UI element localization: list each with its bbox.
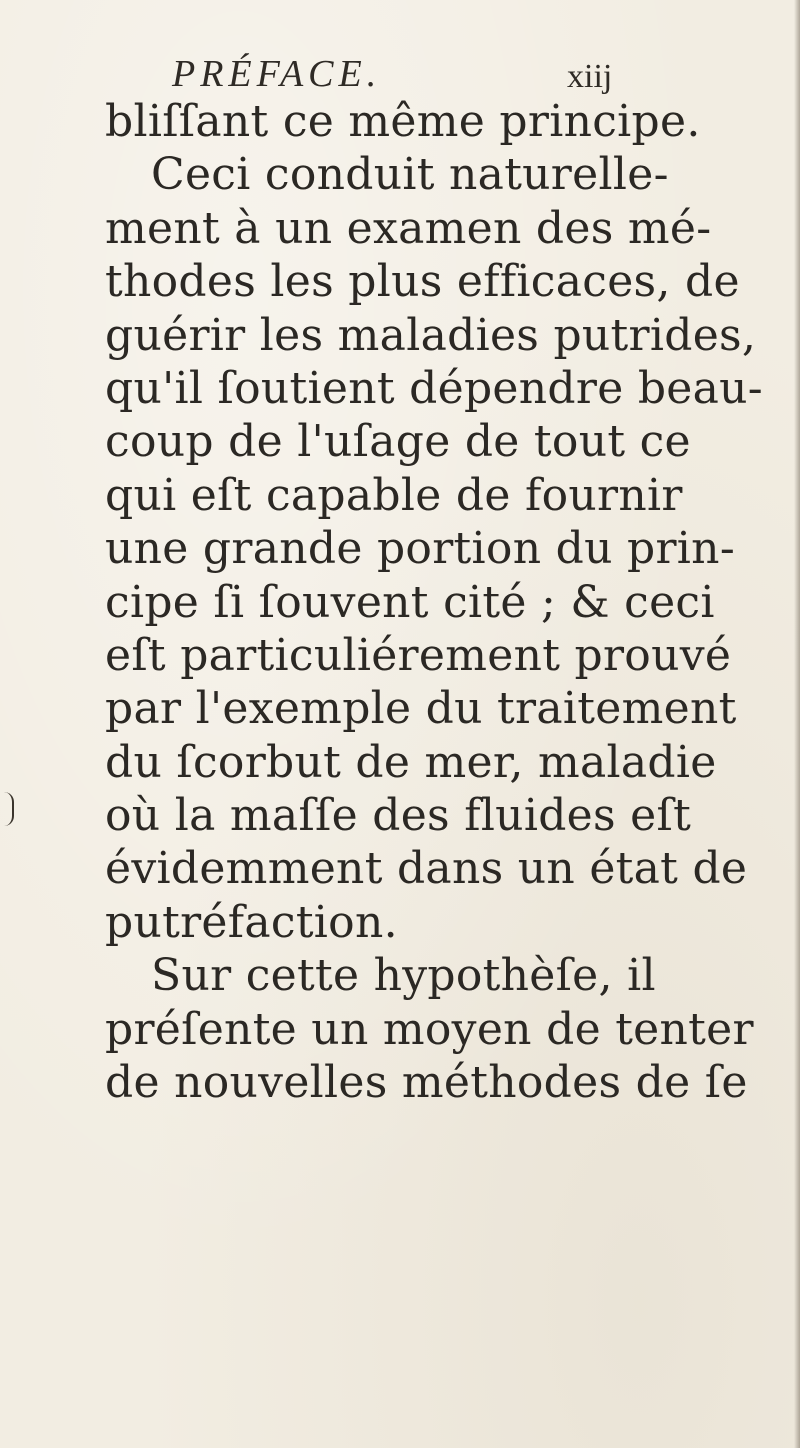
margin-bracket-mark: [4, 792, 14, 826]
text-line: par l'exemple du traitement: [105, 683, 737, 735]
running-title: PRÉFACE.: [172, 53, 382, 95]
text-line: qu'il ſoutient dépendre beau-: [105, 362, 763, 414]
body-text: [105, 95, 785, 1109]
text-line: du ſcorbut de mer, maladie: [105, 736, 717, 788]
text-line: une grande portion du prin-: [105, 523, 735, 575]
text-line: qui eſt capable de fournir: [105, 469, 683, 521]
page-edge-shadow: [794, 0, 800, 1448]
text-line: thodes les plus efficaces, de: [105, 256, 740, 308]
text-line: Ceci conduit naturelle-: [151, 149, 669, 201]
text-line: cipe ſi ſouvent cité ; & ceci: [105, 576, 715, 628]
text-line: préſente un moyen de tenter: [105, 1003, 754, 1055]
text-line: évidemment dans un état de: [105, 843, 748, 895]
text-line: putréfaction.: [105, 896, 398, 948]
text-line: guérir les maladies putrides,: [105, 309, 757, 361]
text-line: bliſſant ce même principe.: [105, 96, 701, 147]
page-number: xiij: [567, 58, 613, 95]
text-line: de nouvelles méthodes de ſe: [105, 1057, 748, 1109]
text-line: Sur cette hypothèſe, il: [151, 950, 656, 1002]
text-line: eſt particuliérement prouvé: [105, 629, 732, 681]
text-line: où la maſſe des fluides eſt: [105, 790, 692, 842]
text-line: coup de l'uſage de tout ce: [105, 416, 691, 468]
text-line: ment à un examen des mé-: [105, 202, 712, 254]
